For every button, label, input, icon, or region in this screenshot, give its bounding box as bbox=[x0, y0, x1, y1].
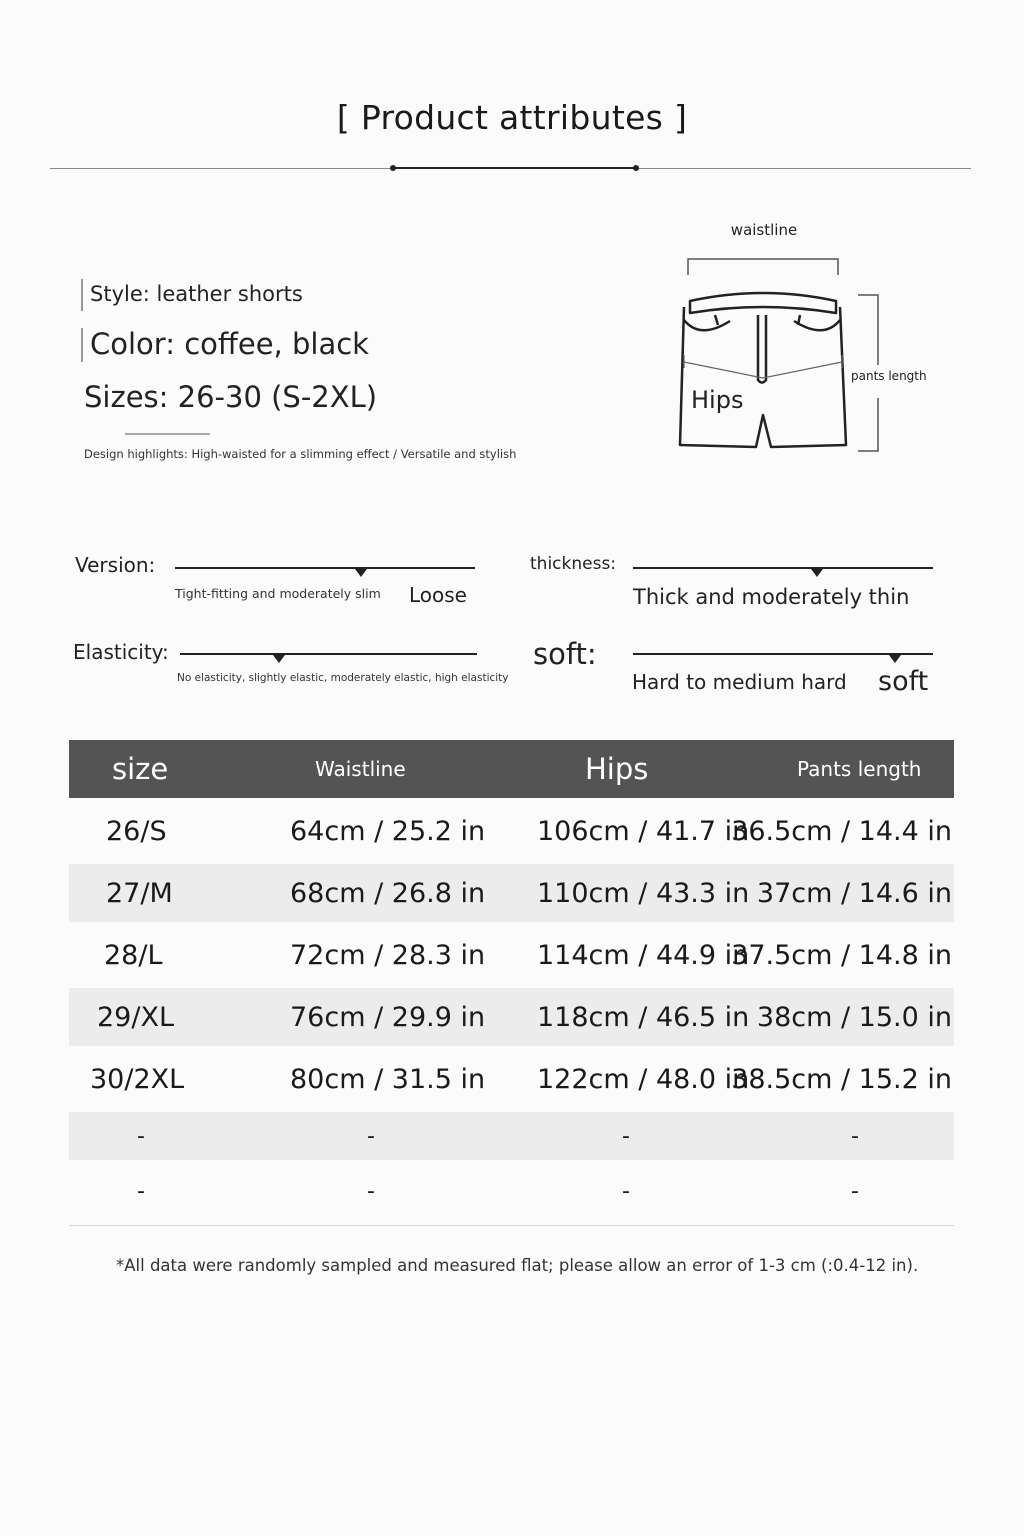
thickness-text: Thick and moderately thin bbox=[633, 585, 910, 609]
softness-scale-line bbox=[633, 653, 933, 655]
hips-label: Hips bbox=[691, 386, 744, 414]
size-table-header bbox=[69, 740, 954, 798]
attribute-marker bbox=[81, 279, 83, 311]
cell-hips: 122cm / 48.0 in bbox=[537, 1063, 750, 1095]
version-label: Version: bbox=[75, 553, 156, 577]
measurement-footnote: *All data were randomly sampled and measured flat; please allow an error of 1-3 cm (:0.4-12 in). bbox=[116, 1256, 919, 1275]
cell-hips: 106cm / 41.7 in bbox=[537, 815, 750, 847]
attribute-marker bbox=[81, 328, 83, 362]
title-divider-accent bbox=[393, 167, 636, 169]
header-size: size bbox=[112, 752, 169, 786]
attribute-underline bbox=[125, 433, 210, 435]
header-pants-length: Pants length bbox=[797, 757, 922, 781]
header-waistline: Waistline bbox=[315, 757, 406, 781]
attribute-style: Style: leather shorts bbox=[90, 282, 303, 306]
thickness-label: thickness: bbox=[530, 554, 617, 574]
cell-pants-length: - bbox=[851, 1123, 859, 1149]
version-left-text: Tight-fitting and moderately slim bbox=[175, 586, 381, 601]
cell-pants-length: 37.5cm / 14.8 in bbox=[731, 939, 952, 971]
table-row bbox=[69, 922, 954, 988]
cell-size: 26/S bbox=[106, 815, 167, 847]
cell-size: 30/2XL bbox=[90, 1063, 185, 1095]
waistline-bracket bbox=[688, 259, 838, 275]
attribute-sizes: Sizes: 26-30 (S-2XL) bbox=[84, 380, 378, 414]
shorts-outline bbox=[680, 293, 846, 447]
table-row bbox=[69, 988, 954, 1046]
attribute-color: Color: coffee, black bbox=[90, 327, 369, 361]
cell-pants-length: 38cm / 15.0 in bbox=[756, 1001, 952, 1033]
elasticity-label: Elasticity: bbox=[73, 640, 169, 664]
softness-left-text: Hard to medium hard bbox=[632, 670, 847, 694]
shorts-measurement-diagram bbox=[660, 215, 950, 465]
waistline-label: waistline bbox=[730, 221, 798, 239]
cell-pants-length: 37cm / 14.6 in bbox=[756, 877, 952, 909]
cell-waistline: - bbox=[367, 1123, 375, 1149]
table-row bbox=[69, 1046, 954, 1112]
thickness-scale-line bbox=[633, 567, 933, 569]
cell-size: - bbox=[137, 1178, 145, 1204]
cell-pants-length: - bbox=[851, 1178, 859, 1204]
cell-pants-length: 36.5cm / 14.4 in bbox=[731, 815, 952, 847]
elasticity-scale-line bbox=[180, 653, 477, 655]
cell-hips: 114cm / 44.9 in bbox=[537, 939, 750, 971]
cell-size: 27/M bbox=[106, 877, 173, 909]
table-row bbox=[69, 1112, 954, 1160]
cell-size: 28/L bbox=[104, 939, 163, 971]
table-bottom-divider bbox=[69, 1225, 954, 1226]
table-row bbox=[69, 864, 954, 922]
header-hips: Hips bbox=[585, 752, 649, 786]
cell-waistline: 76cm / 29.9 in bbox=[290, 1001, 486, 1033]
design-highlights: Design highlights: High-waisted for a slimming effect / Versatile and stylish bbox=[84, 447, 517, 461]
cell-waistline: 80cm / 31.5 in bbox=[290, 1063, 486, 1095]
page-title: [ Product attributes ] bbox=[336, 98, 688, 137]
divider-dot-left bbox=[390, 165, 396, 171]
cell-hips: 118cm / 46.5 in bbox=[537, 1001, 750, 1033]
version-scale-line bbox=[175, 567, 475, 569]
table-row bbox=[69, 1160, 954, 1222]
cell-waistline: 64cm / 25.2 in bbox=[290, 815, 486, 847]
hips-measure-line bbox=[684, 355, 842, 378]
version-marker bbox=[355, 569, 367, 577]
divider-dot-right bbox=[633, 165, 639, 171]
cell-waistline: 68cm / 26.8 in bbox=[290, 877, 486, 909]
pants-length-label: pants length bbox=[851, 369, 927, 383]
version-right-text: Loose bbox=[409, 583, 467, 607]
cell-waistline: 72cm / 28.3 in bbox=[290, 939, 486, 971]
cell-hips: - bbox=[622, 1178, 630, 1204]
elasticity-marker bbox=[273, 655, 285, 663]
elasticity-text: No elasticity, slightly elastic, moderately elastic, high elasticity bbox=[177, 672, 509, 684]
cell-size: 29/XL bbox=[97, 1001, 174, 1033]
softness-label: soft: bbox=[533, 637, 597, 671]
cell-pants-length: 38.5cm / 15.2 in bbox=[731, 1063, 952, 1095]
softness-marker bbox=[889, 655, 901, 663]
table-row bbox=[69, 798, 954, 864]
cell-hips: 110cm / 43.3 in bbox=[537, 877, 750, 909]
cell-waistline: - bbox=[367, 1178, 375, 1204]
cell-hips: - bbox=[622, 1123, 630, 1149]
softness-right-text: soft bbox=[878, 666, 929, 697]
cell-size: - bbox=[137, 1123, 145, 1149]
thickness-marker bbox=[811, 569, 823, 577]
